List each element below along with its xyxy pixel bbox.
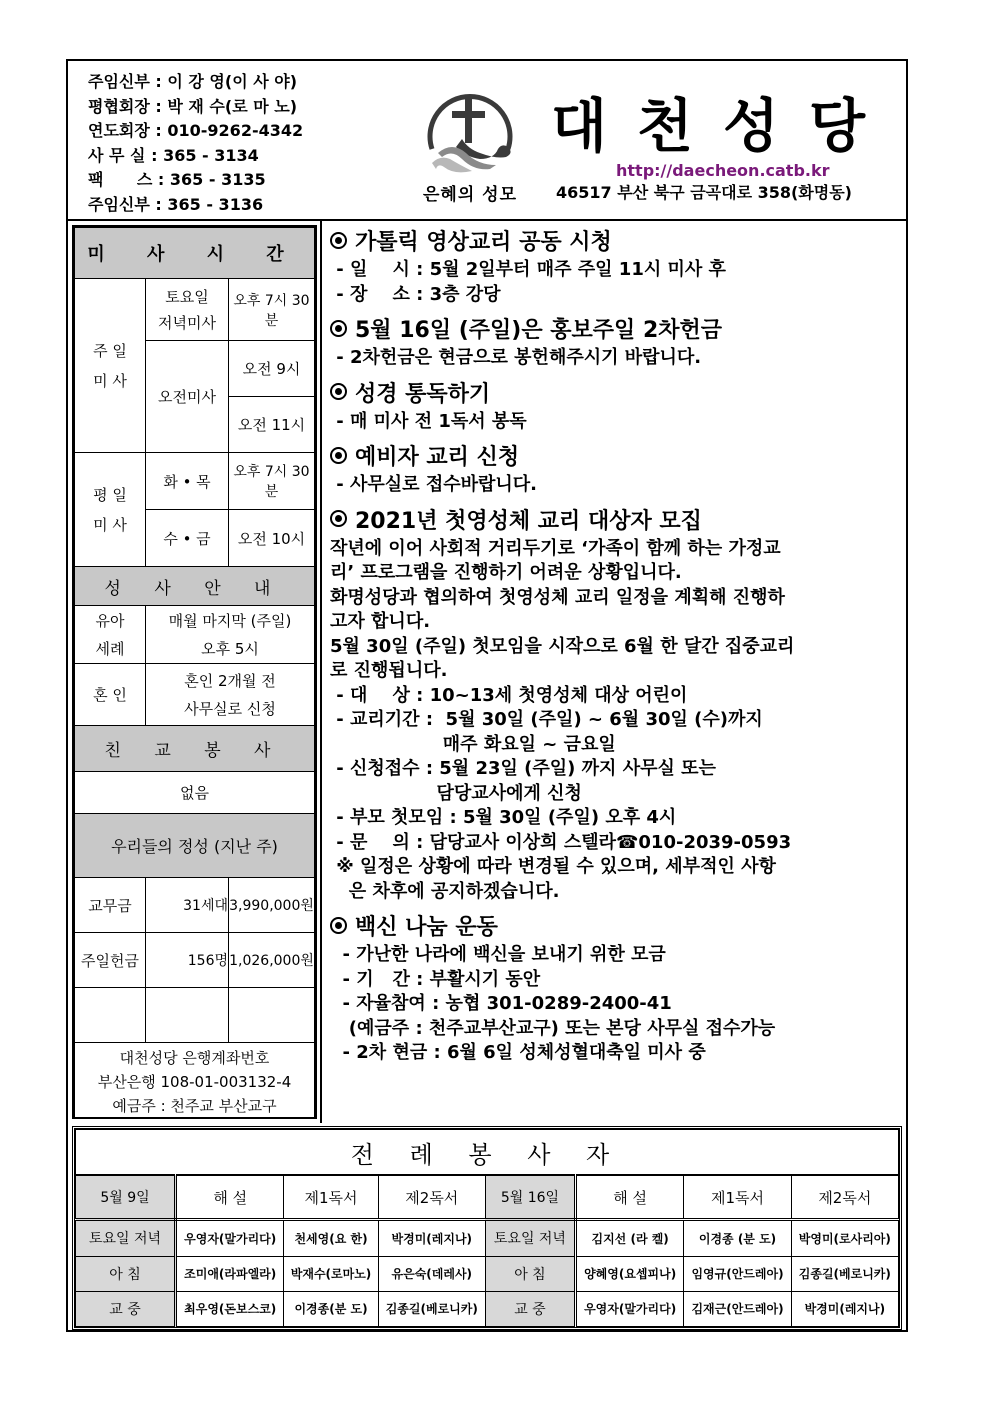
sacrament-label: 혼 인 <box>75 664 146 726</box>
notice-line: - 문 의 : 담당교사 이상희 스텔라☎010-2039-0593 <box>330 831 792 853</box>
mass-label: 토요일 저녁 <box>76 1220 176 1257</box>
notice-line: - 장 소 : 3층 강당 <box>330 283 501 305</box>
circle-bullet-icon <box>330 917 347 934</box>
mass-time: 오후 7시 30분 <box>229 453 315 510</box>
notice-line: - 2차헌금은 현금으로 봉헌해주시기 바랍니다. <box>330 347 702 368</box>
bulletin-header <box>68 61 906 221</box>
bank-holder: 예금주 : 천주교 부산교구 <box>112 1097 277 1115</box>
notice-line: - 일 시 : 5월 2일부터 매주 주일 11시 미사 후 <box>330 259 726 280</box>
server-cell: 김재근(안드레아) <box>684 1291 791 1326</box>
server-cell: 조미애(라파엘라) <box>176 1256 284 1291</box>
notice-heading: 백신 나눔 운동 <box>330 912 905 943</box>
liturgy-table <box>75 1129 899 1327</box>
sacrament-text: 혼인 2개월 전 사무실로 신청 <box>146 664 315 726</box>
notice-section <box>330 227 905 307</box>
notice-heading: 2021년 첫영성체 교리 대상자 모집 <box>330 506 905 537</box>
notice-line: 화명성당과 협의하여 첫영성체 교리 일정을 계획해 진행하 <box>330 586 785 608</box>
offering-count: 31세대 <box>146 878 229 933</box>
mass-label: 교 중 <box>485 1291 575 1326</box>
offering-amount <box>229 988 315 1043</box>
circle-bullet-icon <box>330 320 347 337</box>
circle-bullet-icon <box>330 232 347 249</box>
bank-account-number: 부산은행 108-01-003132-4 <box>97 1073 292 1091</box>
week-date: 5월 9일 <box>76 1175 176 1220</box>
notice-section <box>330 379 905 435</box>
mass-label: 아 침 <box>76 1256 176 1291</box>
mass-name: 토요일 저녁미사 <box>146 279 229 341</box>
notice-line: ※ 일정은 상황에 따라 변경될 수 있으며, 세부적인 사항 <box>330 856 776 877</box>
liturgy-servers <box>72 1126 902 1330</box>
sacrament-label: 유아 세례 <box>75 606 146 664</box>
mass-name: 오전미사 <box>146 341 229 453</box>
column-header: 제2독서 <box>378 1175 485 1220</box>
server-cell: 양혜영(요셉피나) <box>575 1256 683 1291</box>
notice-line: 로 진행됩니다. <box>330 660 448 681</box>
offering-amount: 3,990,000원 <box>229 878 315 933</box>
notice-line: - 사무실로 접수바랍니다. <box>330 474 537 495</box>
circle-bullet-icon <box>330 383 347 400</box>
notice-line: - 자율참여 : 농협 301-0289-2400-41 <box>330 993 672 1014</box>
mass-time: 오전 10시 <box>229 510 315 567</box>
offering-amount: 1,026,000원 <box>229 933 315 988</box>
server-cell: 유은숙(데레사) <box>378 1256 485 1291</box>
notice-heading: 성경 통독하기 <box>330 379 905 410</box>
contact-value: 이 강 영(이 사 야) <box>167 72 298 91</box>
notice-line: (예금주 : 천주교부산교구) 또는 본당 사무실 접수가능 <box>330 1017 776 1039</box>
church-address: 46517 부산 북구 금곡대로 358(화명동) <box>556 183 852 202</box>
church-url-link[interactable]: http://daecheon.catb.kr <box>616 161 830 180</box>
notice-line: - 신청접수 : 5월 23일 (주일) 까지 사무실 또는 <box>330 758 716 779</box>
contact-value: 010-9262-4342 <box>167 121 304 140</box>
bank-account-info <box>75 1043 315 1119</box>
liturgy-title: 전 례 봉 사 자 <box>76 1130 899 1176</box>
column-header: 제1독서 <box>684 1175 791 1220</box>
server-cell: 박영미(로사리아) <box>791 1220 898 1257</box>
offerings-title: 우리들의 정성 (지난 주) <box>75 814 315 878</box>
notice-line: - 부모 첫모임 : 5월 30일 (주일) 오후 4시 <box>330 807 677 828</box>
contact-label: 주임신부 <box>88 72 150 91</box>
mass-label: 아 침 <box>485 1256 575 1291</box>
notice-line: - 교리기간 : 5월 30일 (주일) ~ 6월 30일 (수)까지 <box>330 709 763 730</box>
notice-line: 담당교사에게 신청 <box>330 782 582 804</box>
sacrament-text: 매월 마지막 (주일) 오후 5시 <box>146 606 315 664</box>
contact-row: 평협회장 : 박 재 수(로 마 노) <box>88 96 298 116</box>
server-cell: 박경미(레지나) <box>791 1291 898 1326</box>
table-row <box>76 1220 899 1257</box>
notice-heading: 가톨릭 영상교리 공동 시청 <box>330 227 905 258</box>
contact-label: 주임신부 <box>88 194 150 214</box>
mass-name: 화 • 목 <box>146 453 229 510</box>
contact-row: 연도회장 : 010-9262-4342 <box>88 121 304 140</box>
church-logo <box>418 87 522 215</box>
contact-value: 365 - 3136 <box>167 194 264 214</box>
contact-label: 팩 스 <box>88 170 153 189</box>
server-cell: 박재수(로마노) <box>284 1256 378 1291</box>
server-cell: 이경종 (분 도) <box>684 1220 791 1257</box>
contact-row: 팩 스 : 365 - 3135 <box>88 170 266 189</box>
notice-line: 작년에 이어 사회적 거리두기로 ‘가족이 함께 하는 가정교 <box>330 537 781 559</box>
cross-wave-logo-icon <box>418 87 522 179</box>
server-cell: 천세영(요 한) <box>284 1220 378 1257</box>
notice-line: - 대 상 : 10~13세 첫영성체 대상 어린이 <box>330 684 688 706</box>
column-header: 제2독서 <box>791 1175 898 1220</box>
table-row <box>76 1291 899 1326</box>
server-cell: 김종길(베로니카) <box>378 1291 485 1326</box>
notice-section <box>330 442 905 498</box>
notices <box>330 227 905 1074</box>
week-date: 5월 16일 <box>485 1175 575 1220</box>
server-cell: 최우영(돈보스코) <box>176 1291 284 1326</box>
mass-times-table <box>74 227 315 1119</box>
notice-line: - 매 미사 전 1독서 봉독 <box>330 410 527 432</box>
contact-value: 박 재 수(로 마 노) <box>167 96 298 116</box>
notice-heading: 5월 16일 (주일)은 홍보주일 2차헌금 <box>330 315 905 346</box>
notice-section <box>330 912 905 1066</box>
bulletin-page <box>66 59 908 1332</box>
mass-label: 토요일 저녁 <box>485 1220 575 1257</box>
mass-label: 교 중 <box>76 1291 176 1326</box>
server-cell: 이경종(분 도) <box>284 1291 378 1326</box>
circle-bullet-icon <box>330 447 347 464</box>
contact-list <box>88 70 303 217</box>
mass-name: 수 • 금 <box>146 510 229 567</box>
notice-line: 고자 합니다. <box>330 611 431 632</box>
server-cell: 김지선 (라 켈) <box>575 1220 683 1257</box>
fellowship-title: 친 교 봉 사 <box>75 726 315 772</box>
offering-label <box>75 988 146 1043</box>
sacraments-title: 성 사 안 내 <box>75 567 315 606</box>
server-cell: 임영규(안드레아) <box>684 1256 791 1291</box>
offering-label: 주일헌금 <box>75 933 146 988</box>
column-header: 제1독서 <box>284 1175 378 1220</box>
bank-line: 대천성당 은행계좌번호 <box>119 1049 270 1067</box>
fellowship-value: 없음 <box>75 772 315 814</box>
mass-times-title: 미 사 시 간 <box>75 228 315 279</box>
notice-line: 리’ 프로그램을 진행하기 어려운 상황입니다. <box>330 562 682 583</box>
table-row <box>76 1256 899 1291</box>
server-cell: 김종길(베로니카) <box>791 1256 898 1291</box>
notice-section <box>330 315 905 371</box>
notice-section <box>330 506 905 905</box>
contact-label: 연도회장 <box>88 121 150 140</box>
contact-row: 사 무 실 : 365 - 3134 <box>88 145 259 165</box>
server-cell: 우영자(말가리다) <box>176 1220 284 1257</box>
contact-value: 365 - 3134 <box>163 145 259 165</box>
notice-line: 5월 30일 (주일) 첫모임을 시작으로 6월 한 달간 집중교리 <box>330 635 795 657</box>
notice-line: - 가난한 나라에 백신을 보내기 위한 모금 <box>330 944 666 965</box>
server-cell: 박경미(레지나) <box>378 1220 485 1257</box>
contact-row: 주임신부 : 365 - 3136 <box>88 194 264 214</box>
column-header: 해 설 <box>575 1175 683 1220</box>
offering-label: 교무금 <box>75 878 146 933</box>
offering-count: 156명 <box>146 933 229 988</box>
mass-time: 오전 11시 <box>229 397 315 453</box>
mass-time: 오전 9시 <box>229 341 315 397</box>
column-divider <box>320 219 322 1123</box>
sunday-mass-label: 주 일 미 사 <box>75 279 146 453</box>
notice-line: - 2차 현금 : 6월 6일 성체성혈대축일 미사 중 <box>330 1042 706 1063</box>
column-header: 해 설 <box>176 1175 284 1220</box>
contact-value: 365 - 3135 <box>169 170 266 189</box>
notice-heading: 예비자 교리 신청 <box>330 442 905 473</box>
contact-row: 주임신부 : 이 강 영(이 사 야) <box>88 72 298 91</box>
mass-time: 오후 7시 30분 <box>229 279 315 341</box>
weekday-mass-label: 평 일 미 사 <box>75 453 146 567</box>
contact-label: 평협회장 <box>88 96 150 116</box>
church-title: 대천성당 <box>550 92 896 160</box>
logo-caption: 은혜의 성모 <box>422 185 518 205</box>
notice-line: 은 차후에 공지하겠습니다. <box>330 880 560 902</box>
circle-bullet-icon <box>330 510 347 527</box>
notice-line: 매주 화요일 ~ 금요일 <box>330 733 616 755</box>
sidebar-info <box>72 225 317 1119</box>
offering-count <box>146 988 229 1043</box>
server-cell: 우영자(말가리다) <box>575 1291 683 1326</box>
contact-label: 사 무 실 <box>88 145 146 165</box>
notice-line: - 기 간 : 부활시기 동안 <box>330 968 541 990</box>
